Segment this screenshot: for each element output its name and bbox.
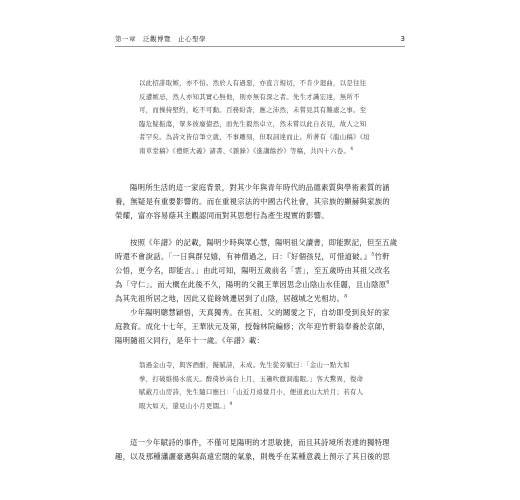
text-line: 按照《年譜》的記載，陽明少時與眾心慧，陽明祖父讀書，即能默記，但至五歲 [130, 238, 398, 247]
text-line: 陽明隨祖父同行，是年十一歲。《年譜》載： [115, 335, 265, 345]
text-line: 時還不會說話。「一日與群兒嬉，有神僧過之，曰：『好個孩兒，可惜道破。』$^5$竹軒 [115, 251, 390, 261]
page-header [115, 32, 405, 46]
footnote-marker: 5 [371, 252, 375, 258]
text-line: 這一少年賦詩的事件，不僅可見陽明的才思敏捷，而且其詩境所表達的獨特理 [130, 438, 390, 447]
block-quote-nianpu [139, 359, 383, 413]
running-header-chapter: 第一章 泛觀博覽 止心聖學 [115, 35, 206, 43]
text-line: 為其先祖所居之地，因此又從餘姚遷居到了山陰，居越城之光相坊。$^8$ [115, 293, 348, 303]
quote-line: 眼大如天，還見山小月更闊。」$^9$ [139, 401, 233, 410]
text-line: 為「守仁」。而大概在此後不久，陽明的父親王華因思念山陰山水佳麗，且山陰原$^6$ [115, 279, 390, 289]
header-rule [115, 46, 405, 47]
text-line: 公悟，更今名，即能言。」由此可知，陽明五歲前名「雲」，至五歲時由其祖父改名 [115, 265, 391, 275]
quote-line: 反遭嫉忌，然人亦知其實心無他，則亦無有深之者。先生才識宏達，無所不 [139, 92, 360, 101]
text-line: 榮耀，富亦容易蔭其主觀認同而對其思想行為產生現實的影響。 [115, 210, 329, 220]
block-quote-biography [139, 77, 383, 159]
footnote-marker: 8 [344, 294, 348, 300]
text-line: 養，無疑是有重要影響的。而在重視宗法的中國古代社會，其宗族的顯赫與家族的 [115, 196, 391, 206]
footnote-marker: 9 [229, 401, 233, 407]
text-line: 趣，以及那種瀟灑豪邁與高遠宏闊的氣象，則幾乎在某種意義上預示了其日後的思 [115, 451, 391, 461]
quote-line: 拳，打破維揚水底天。醉倚妙高台上月，玉簫吹徹洞龍眠。」客大驚異，復命 [139, 374, 364, 383]
footnote-marker: 4 [350, 146, 354, 152]
text-line: 庭教育。成化十七年，王華狀元及第，授翰林院編修；次年迎竹軒翁奉養於京師， [115, 321, 391, 331]
inline-word: 竹軒 [374, 251, 390, 261]
quote-line: 以此招誹取嫉，亦不怕。然於人有過惡，亦直言規切，不肯少迴曲，以是往往 [139, 79, 367, 87]
text-line: 陽明所生活的這一家庭背景，對其少年與青年時代的品德素質與學術素質的涵 [130, 183, 390, 192]
paragraph-childhood [115, 236, 407, 306]
paragraph-family-background [115, 181, 407, 223]
paragraph-poem-analysis [115, 436, 407, 464]
quote-line: 者罕矣。為詩文皆信筆立就，不事雕刻，但取詞達而止。所著有《龍山稿》《垣 [139, 133, 370, 142]
quote-line: 南草堂稿》《禮經大義》諸書、《雜錄》《進講餘抄》等稿，共四十六卷。$^4$ [139, 146, 354, 155]
paragraph-youth [115, 306, 407, 348]
footnote-marker: 6 [386, 280, 390, 286]
quote-line: 賦蔽月山房詩，先生隨口應曰：「山近月遠覺月小，便道此山大於月；若有人 [139, 388, 364, 397]
page-number: 3 [400, 35, 405, 43]
quote-line: 翁過金山寺，與客酒酣，擬賦詩，未成。先生從旁賦曰：「金山一點大如 [139, 361, 350, 369]
quote-line: 可，而操持堅約，屹不可動。百務紛杳，應之沛然，未嘗見其有難處之事。至 [139, 106, 367, 115]
text-line: 少年陽明聰慧穎悟，天真獨秀。在其祖、父的關愛之下，自幼即受到良好的家 [130, 308, 390, 317]
quote-line: 臨危疑振蕩，眾多彼廢債恐，而先生毅然卓立，然未嘗以此自表見，故人之知 [139, 119, 367, 128]
